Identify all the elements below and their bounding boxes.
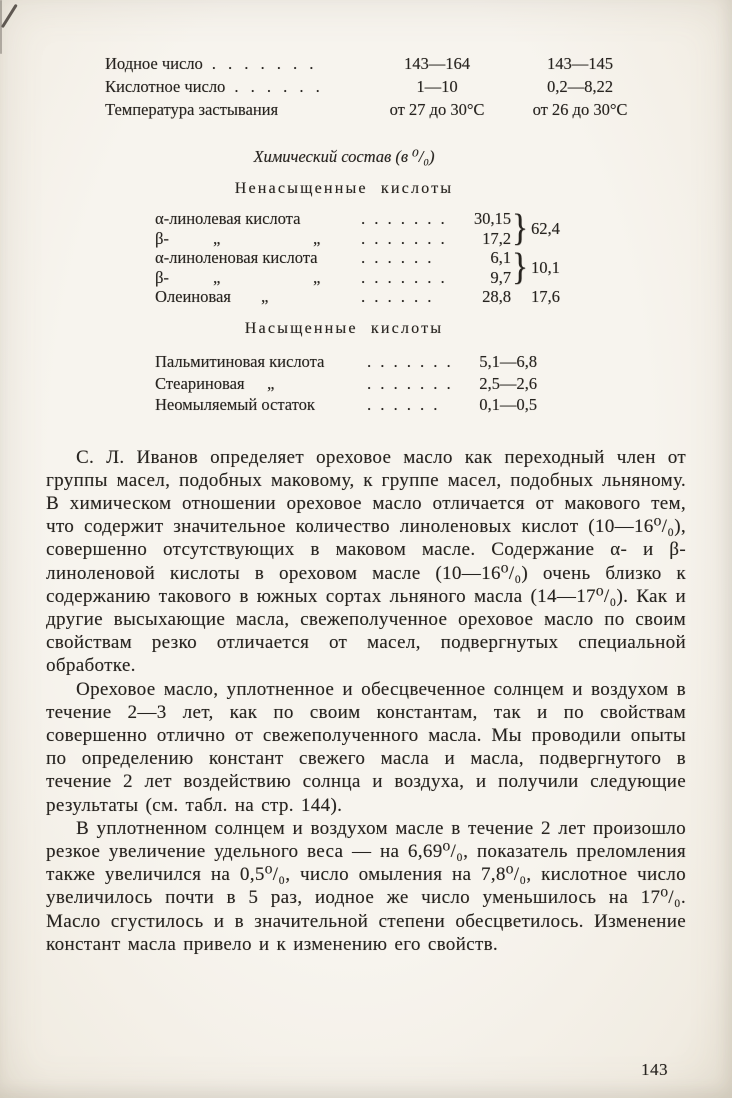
ditto-mark: „: [213, 228, 221, 248]
paragraph: С. Л. Иванов определяет ореховое масло как переходный член от группы масел, подобных маковому, к группе масел, подобных льняному. В химическом отношении ореховое масло отличается от макового тем, что содержит значительное количество линоленовых кислот (10—16⁰/₀), совершенно отсутствующих в маковом масле. Содержание α- и β-линоленовой кислоты в ореховом масле (10—16⁰/₀) очень близко к содержанию такового в южных сортах льняного масла (14—17⁰/₀). Как и другие высыхающие масла, свежеполученное ореховое масло по своим свойствам резко отличается от масел, подвергнутых специальной обработке.: [46, 446, 686, 677]
acid-name: [155, 351, 367, 373]
ditto-mark: „: [213, 267, 221, 287]
value-col2: 0,2—8,22: [547, 77, 613, 96]
unsaturated-heading: Ненасыщенные кислоты: [234, 180, 454, 197]
acid-row: [155, 351, 537, 373]
dot-leader: . . . . . .: [234, 77, 321, 96]
acid-name: [155, 287, 361, 307]
dot-leader: . . . . . . .: [211, 54, 315, 73]
acid-name-text: Стеариновая: [155, 373, 245, 393]
row-label: [105, 75, 373, 98]
constants-table: [105, 52, 686, 121]
page-number: 143: [641, 1060, 668, 1079]
acid-name: [155, 229, 361, 249]
dot-leader: . . . . . . .: [367, 352, 451, 371]
acid-name: [155, 268, 361, 288]
acid-group: [155, 248, 686, 287]
acid-row: [155, 209, 511, 229]
value-col1: от 27 до 30°С: [389, 100, 485, 119]
acid-value: 2,5—2,6: [479, 373, 537, 393]
table-row: [105, 98, 686, 121]
scan-artifact: [0, 0, 2, 54]
dot-leader: . . . . . .: [361, 248, 432, 267]
grouping-brace: }: [511, 246, 529, 288]
acid-name-text: α-линолевая кислота: [155, 209, 301, 228]
paragraph: Ореховое масло, уплотненное и обесцвеченное солнцем и воздухом в течение 2—3 лет, как по своим константам, так и по свойствам совершенно отлично от свежеполученного масла. Мы проводили опыты по определению констант свежего масла и масла, подвергнутого в течение 2 лет воздействию солнца и воздуха, и получили следующие результаты (см. табл. на стр. 144).: [46, 678, 686, 816]
saturated-heading: Насыщенные кислоты: [244, 320, 444, 337]
dot-leader: . . . . . .: [361, 287, 432, 307]
row-label: [105, 98, 373, 121]
dot-leader: . . . . . . .: [361, 267, 445, 287]
row-label-text: Температура застывания: [105, 100, 279, 119]
acid-row: [155, 268, 511, 288]
value-col1: 143—164: [404, 54, 470, 73]
acid-row: [155, 394, 537, 416]
grouping-brace: }: [511, 207, 529, 249]
acid-value: 17,2: [482, 228, 511, 248]
acid-name-text: Неомыляемый остаток: [155, 395, 315, 414]
paragraph: В уплотненном солнцем и воздухом масле в течение 2 лет произошло резкое увеличение удельного веса — на 6,69⁰/₀, показатель преломления также увеличился на 0,5⁰/₀, число омыления на 7,8⁰/₀, кислотное число увеличилось почти в 5 раз, иодное же число уменьшилось на 17⁰/₀. Масло сгустилось и в значительной степени обесцветилось. Изменение констант масла привело и к изменению его свойств.: [46, 817, 686, 955]
section-title: Химический состав (в ⁰/₀): [253, 147, 435, 166]
acid-row: [155, 373, 537, 395]
acid-name: [155, 209, 361, 229]
acid-value: 5,1—6,8: [479, 352, 537, 371]
acid-value: 9,7: [490, 267, 511, 287]
acid-name: [155, 394, 367, 416]
acid-name: [155, 373, 367, 395]
value-col2: от 26 до 30°С: [532, 100, 628, 119]
unsaturated-acids-table: [155, 209, 686, 307]
acid-name: [155, 248, 361, 268]
acid-row: [155, 248, 511, 268]
acid-value: 28,8: [482, 287, 511, 307]
row-label-text: Кислотное число: [105, 77, 226, 96]
table-row: [105, 75, 686, 98]
body-text: [46, 446, 686, 956]
acid-row: [155, 229, 511, 249]
ditto-mark: „: [313, 267, 321, 287]
row-label: [105, 52, 373, 75]
acid-group: [155, 287, 686, 307]
ditto-mark: „: [261, 287, 269, 307]
row-label-text: Иодное число: [105, 54, 203, 73]
value-col1: 1—10: [416, 77, 458, 96]
group-total: 62,4: [531, 218, 560, 238]
value-col2: 143—145: [547, 54, 613, 73]
acid-group: [155, 209, 686, 248]
acid-value: 0,1—0,5: [479, 395, 537, 414]
acid-name-text: Пальмитиновая кислота: [155, 352, 325, 371]
acid-value: 6,1: [490, 248, 511, 267]
dot-leader: . . . . . . .: [361, 228, 445, 248]
ditto-mark: „: [267, 373, 275, 393]
acid-name-text: β-: [155, 267, 169, 287]
group-total: 17,6: [531, 287, 560, 306]
dot-leader: . . . . . . .: [367, 373, 451, 393]
acid-name-text: β-: [155, 228, 169, 248]
dot-leader: . . . . . .: [367, 395, 438, 414]
acid-name-text: Олеиновая: [155, 287, 231, 307]
dot-leader: . . . . . . .: [361, 209, 445, 228]
acid-name-text: α-линоленовая кислота: [155, 248, 318, 267]
ditto-mark: „: [313, 228, 321, 248]
group-total: 10,1: [531, 257, 560, 277]
acid-row: [155, 287, 511, 307]
acid-value: 30,15: [473, 209, 511, 228]
saturated-acids-table: [155, 351, 537, 416]
table-row: [105, 52, 686, 75]
